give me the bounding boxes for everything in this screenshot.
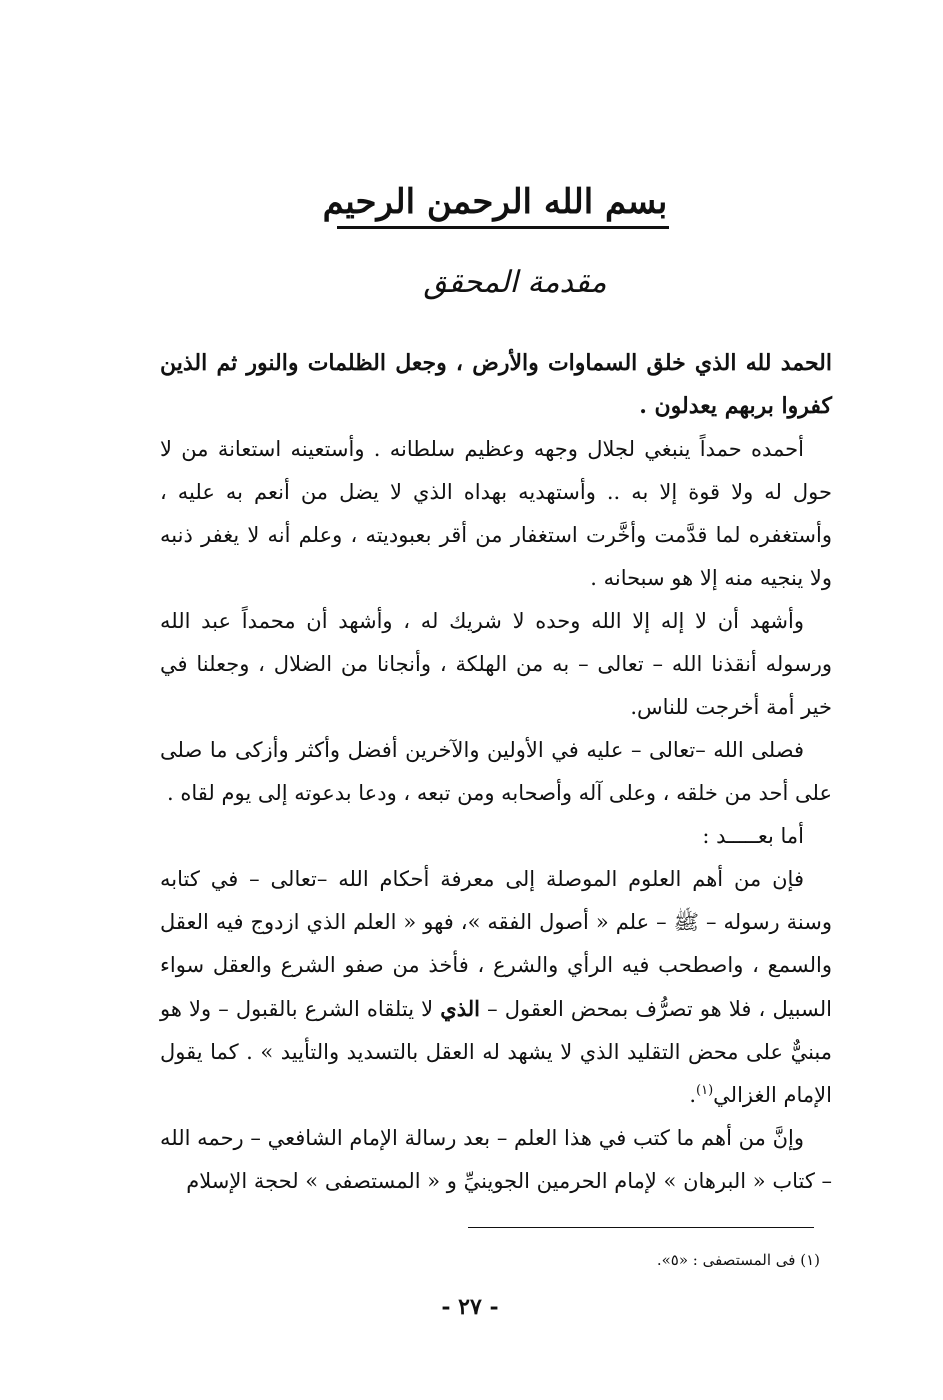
paragraph: فصلى الله –تعالى – عليه في الأولين والآخرين أفضل وأكثر وأزكى ما صلى على أحد من خلقه ، وعلى آله وأصحابه ومن تبعه ، ودعا بدعوته إلى يوم لقاه . bbox=[160, 738, 832, 805]
paragraph bbox=[160, 858, 832, 1117]
section-title: مقدمة المحقق bbox=[423, 265, 607, 300]
main-text bbox=[160, 342, 832, 1203]
paragraph-text-start: فإن من أهم العلوم الموصلة إلى معرفة أحكام الله –تعالى – في كتابه وسنة رسوله – ﷺ – علم « أصول الفقه »، فهو « العلم الذي ازدوج فيه العقل والسمع ، واصطحب فيه الرأي والشرع ، فأخذ من صفو الشرع والعقل سواء السبيل ، فلا هو تصرُّف بمحض العقول – bbox=[160, 867, 832, 1021]
page-number: - ٢٧ - bbox=[441, 1294, 499, 1320]
bold-word: الذي bbox=[440, 996, 480, 1021]
footnote: (١) فى المستصفى : «٥». bbox=[656, 1251, 820, 1269]
basmala-underline bbox=[337, 226, 669, 229]
opening-paragraph: الحمد لله الذي خلق السماوات والأرض ، وجعل الظلمات والنور ثم الذين كفروا بربهم يعدلون . bbox=[160, 350, 832, 419]
paragraph: أحمده حمداً ينبغي لجلال وجهه وعظيم سلطانه . وأستعينه استعانة من لا حول له ولا قوة إلا به .. وأستهديه بهداه الذي لا يضل من أنعم به عليه ، وأستغفره لما قدَّمت وأخَّرت استغفار من أقر بعبوديته ، وعلم أنه لا يغفر ذنبه ولا ينجيه منه إلا هو سبحانه . bbox=[160, 437, 832, 590]
footnote-separator bbox=[468, 1227, 814, 1228]
paragraph-text-middle: لا يتلقاه الشرع بالقبول – ولا هو مبنيٌّ على محض التقليد الذي لا يشهد له العقل بالتسديد والتأييد » . كما يقول الإمام الغزالي bbox=[160, 997, 832, 1107]
basmala-heading: بسم الله الرحمن الرحيم bbox=[322, 182, 668, 222]
paragraph: وإنَّ من أهم ما كتب في هذا العلم – بعد رسالة الإمام الشافعي – رحمه الله – كتاب « البرهان » لإمام الحرمين الجوينيِّ و « المستصفى » لحجة الإسلام bbox=[160, 1126, 832, 1193]
paragraph: وأشهد أن لا إله إلا الله وحده لا شريك له ، وأشهد أن محمداً عبد الله ورسوله أنقذنا الله – تعالى – به من الهلكة ، وأنجانا من الضلال ، وجعلنا في خير أمة أخرجت للناس. bbox=[160, 609, 832, 719]
footnote-reference[interactable]: (١) bbox=[696, 1083, 714, 1098]
paragraph-text-end: . bbox=[689, 1083, 697, 1107]
amma-baad-heading: أما بعـــــد : bbox=[702, 824, 804, 848]
